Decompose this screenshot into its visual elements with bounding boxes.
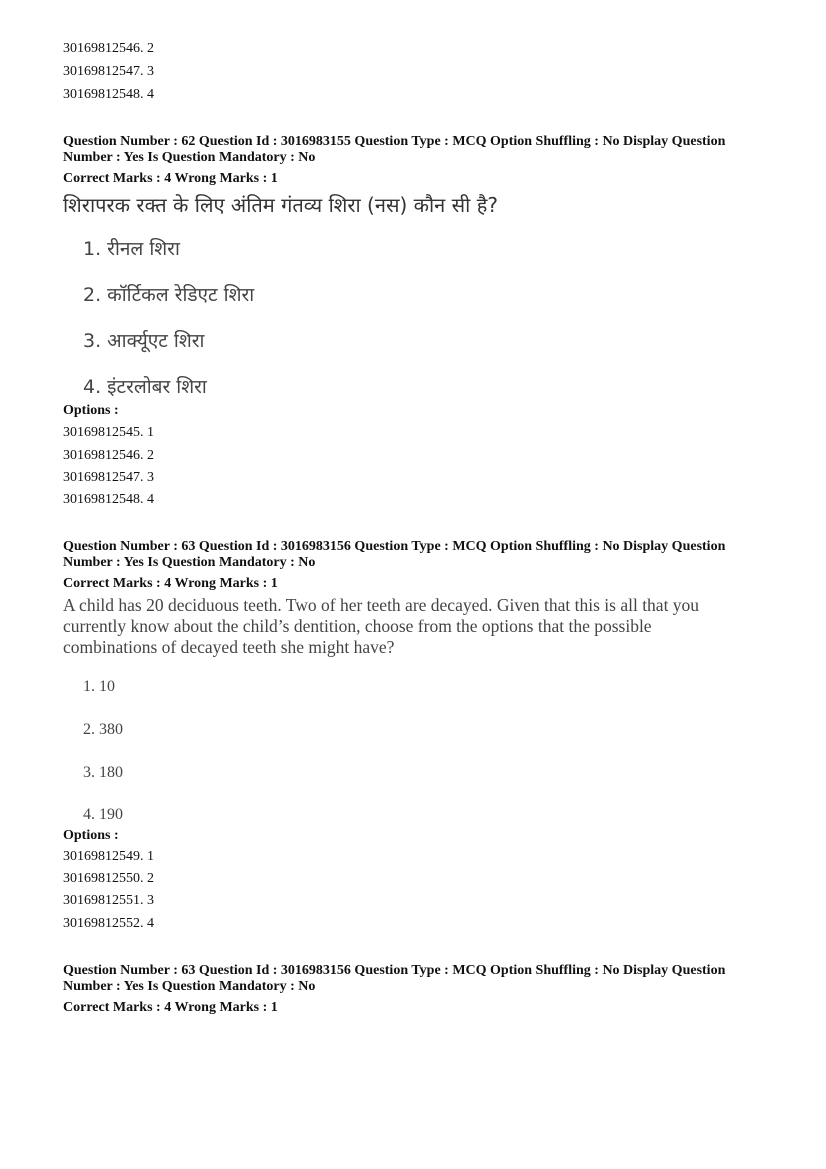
question-stem-line: combinations of decayed teeth she might have? — [63, 637, 395, 657]
option-id-line: 30169812552. 4 — [63, 916, 154, 931]
options-label: Options : — [63, 403, 119, 418]
option-id-line: 30169812550. 2 — [63, 871, 154, 886]
option-id-line: 30169812546. 2 — [63, 41, 154, 56]
question-meta-line-1: Question Number : 63 Question Id : 3016983156 Question Type : MCQ Option Shuffling : No Display Question — [63, 539, 726, 554]
question-stem-line: currently know about the child’s dentition, choose from the options that the possible — [63, 616, 652, 636]
question-63-choice: 4. 190 — [83, 806, 123, 823]
option-id-line: 30169812551. 3 — [63, 893, 154, 908]
option-id-line: 30169812547. 3 — [63, 470, 154, 485]
options-label: Options : — [63, 828, 119, 843]
question-62-choice: 1. रीनल शिरा — [83, 238, 180, 260]
question-63-repeat-meta — [63, 963, 773, 995]
option-id-line: 30169812548. 4 — [63, 87, 154, 102]
question-63-choice: 1. 10 — [83, 678, 115, 695]
question-62-stem: शिरापरक रक्त के लिए अंतिम गंतव्य शिरा (नस) कौन सी है? — [63, 193, 498, 217]
option-id-line: 30169812547. 3 — [63, 64, 154, 79]
question-63-marks: Correct Marks : 4 Wrong Marks : 1 — [63, 576, 278, 591]
question-62-choice: 4. इंटरलोबर शिरा — [83, 376, 207, 398]
option-id-line: 30169812546. 2 — [63, 448, 154, 463]
option-id-line: 30169812548. 4 — [63, 492, 154, 507]
question-62-meta — [63, 134, 773, 166]
question-63-stem — [63, 595, 763, 658]
question-62-choice: 3. आर्क्यूएट शिरा — [83, 330, 205, 352]
question-stem-line: A child has 20 deciduous teeth. Two of her teeth are decayed. Given that this is all that you — [63, 595, 700, 615]
question-63-meta — [63, 539, 773, 571]
option-id-line: 30169812545. 1 — [63, 425, 154, 440]
option-id-line: 30169812549. 1 — [63, 849, 154, 864]
question-meta-line-1: Question Number : 62 Question Id : 3016983155 Question Type : MCQ Option Shuffling : No Display Question — [63, 134, 726, 149]
question-meta-line-2: Number : Yes Is Question Mandatory : No — [63, 150, 316, 165]
question-62-choice: 2. कॉर्टिकल रेडिएट शिरा — [83, 284, 255, 306]
question-63-repeat-marks: Correct Marks : 4 Wrong Marks : 1 — [63, 1000, 278, 1015]
question-63-choice: 3. 180 — [83, 764, 123, 781]
question-meta-line-2: Number : Yes Is Question Mandatory : No — [63, 555, 316, 570]
question-meta-line-2: Number : Yes Is Question Mandatory : No — [63, 979, 316, 994]
question-62-marks: Correct Marks : 4 Wrong Marks : 1 — [63, 171, 278, 186]
question-63-choice: 2. 380 — [83, 721, 123, 738]
question-meta-line-1: Question Number : 63 Question Id : 3016983156 Question Type : MCQ Option Shuffling : No Display Question — [63, 963, 726, 978]
